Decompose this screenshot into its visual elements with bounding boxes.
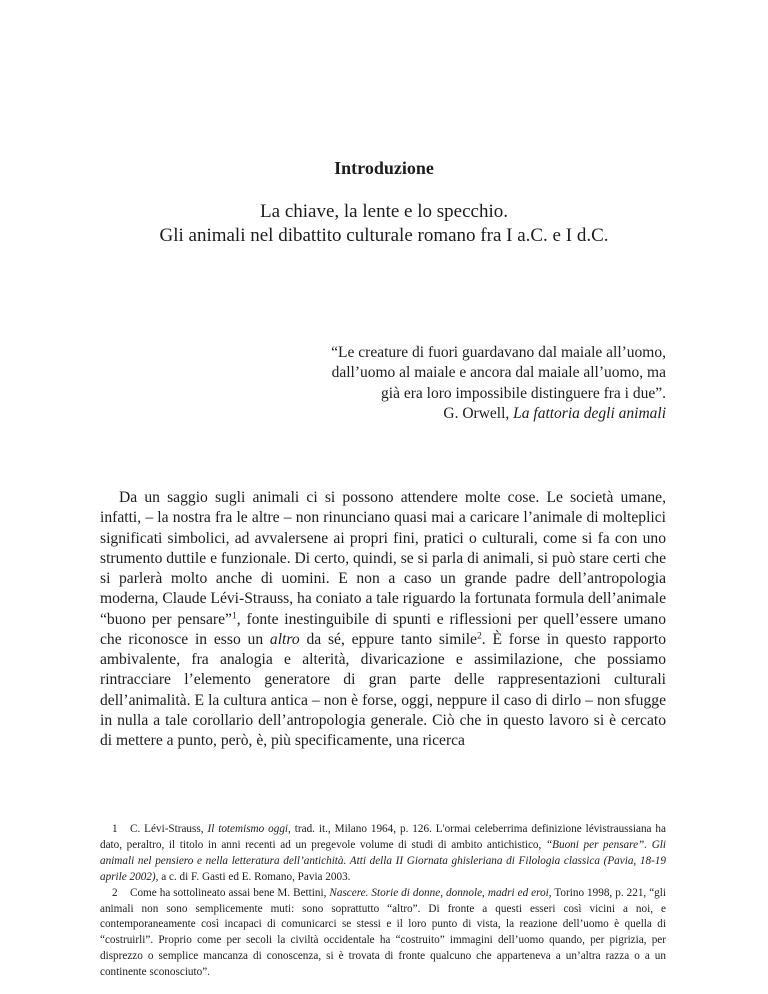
subtitle-line-1: La chiave, la lente e lo specchio. [260,201,508,222]
footnote-1-volume-title: “Buoni per pensare”. Gli animali nel pensiero e nella letteratura dell’antichità. Atti della II Giornata ghisleriana di Filologia classica (Pavia, 18-19 aprile 2002) [100,838,666,883]
body-paragraph [100,488,666,751]
footnote-1-title: Il totemismo oggi [207,823,289,835]
epigraph-line-3: già era loro impossibile distinguere fra i due”. [381,384,666,402]
footnote-number-1: 1 [112,823,118,835]
footnote-2-text-c: , Torino 1998, p. 221, “gli animali non sono semplicemente muti: sono soprattutto “altro”. Di fronte a questi esseri così vicini a noi, e contemporaneamente così incapaci di comunicarci se stessi e il loro punto di vista, la reazione dell’uomo è quella di “costruirli”. Proprio come per secoli la civiltà occidentale ha “costruito” immagini dell’uomo quando, per pigrizia, per disprezzo o semplice mancanza di conoscenza, si è trovata di fronte qualcuno che apparteneva a un’altra razza o a un continente sconosciuto”. [100,886,666,979]
footnote-2-text-a: Come ha sottolineato assai bene M. Bettini, [130,886,330,899]
body-text-part-4: . È forse in questo rapporto ambivalente, fra analogia e alterità, divaricazione e assimilazione, che possiamo rintracciare l’elemento generatore di gran parte delle rappresentazioni culturali dell’animalità. E la cultura antica – non è forse, oggi, neppure il caso di dirlo – non sfugge in nulla a tale corollario dell’antropologia generale. Ciò che in questo lavoro si è cercato di mettere a punto, però, è, più specificamente, una ricerca [100,630,666,749]
body-text-part-2: , fonte inestinguibile di spunti e riflessioni per quell’essere umano che riconosce in esso un [100,610,667,648]
epigraph-work-title: La fattoria degli animali [513,404,666,422]
footnote-1-text-a: C. Lévi-Strauss, [130,823,208,835]
page-title: Introduzione [334,158,434,178]
subtitle-line-2: Gli animali nel dibattito culturale romano fra I a.C. e I d.C. [159,225,609,246]
epigraph-attribution [300,404,666,424]
footnote-1-text-e: , a c. di F. Gasti ed E. Romano, Pavia 2003. [155,870,351,883]
chapter-subtitle [0,200,768,248]
epigraph [300,343,666,424]
footnote-ref-2[interactable]: 2 [476,630,482,642]
footnote-2-title: Nascere. Storie di donne, donnole, madri ed eroi [329,886,549,899]
footnotes [100,822,666,981]
epigraph-line-2: dall’uomo al maiale e ancora dal maiale all’uomo, ma [331,364,666,382]
footnote-number-2: 2 [112,886,118,899]
footnote-1-text-c: , trad. it., Milano 1964, p. 126. L'ormai celeberrima definizione lévistraussiana ha dato, peraltro, il titolo in anni recenti ad un pregevole volume di studi di ambito antichistico, [100,823,666,851]
body-text-part-1: Da un saggio sugli animali ci si possono attendere molte cose. Le società umane, infatti, – la nostra fra le altre – non rinunciano quasi mai a caricare l’animale di molteplici significati simbolici, ad avvalersene ai propri fini, pratici o culturali, come si fa con uno strumento duttile e funzionale. Di certo, quindi, se si parla di animali, si può stare certi che si parlerà molto anche di uomini. E non a caso un grande padre dell’antropologia moderna, Claude Lévi-Strauss, ha coniato a tale riguardo la fortunata formula dell’animale “buono per pensare” [100,489,666,628]
footnote-ref-1[interactable]: 1 [231,610,237,622]
epigraph-line-1: “Le creature di fuori guardavano dal maiale all’uomo, [331,344,666,361]
body-text-part-3: da sé, eppure tanto simile [299,630,477,648]
epigraph-author: G. Orwell, [443,404,514,422]
footnote-1 [100,822,666,886]
footnote-2 [100,886,666,981]
body-emphasis-altro: altro [269,630,300,648]
